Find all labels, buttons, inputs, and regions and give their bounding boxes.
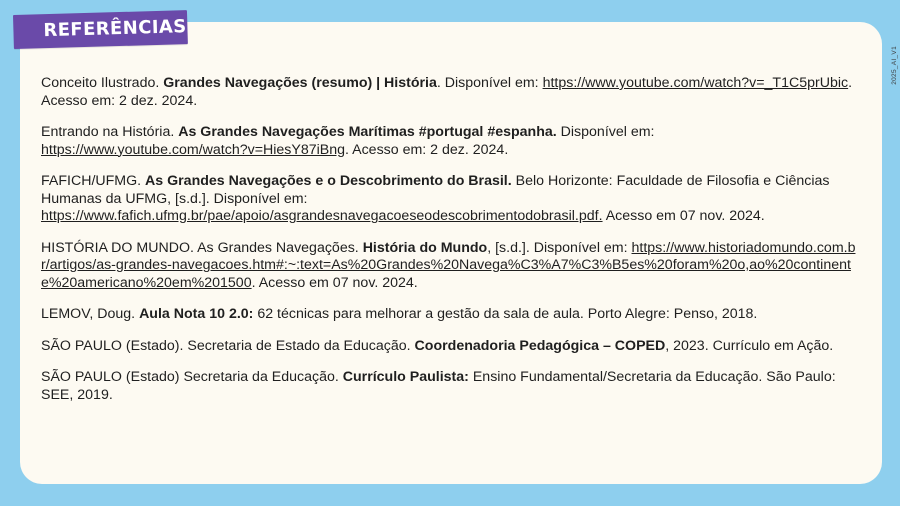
section-title: REFERÊNCIAS <box>43 16 187 42</box>
ref-title: As Grandes Navegações Marítimas #portugal #espanha. <box>178 124 557 140</box>
ref-mid: Ensino Fundamental/Secretaria da Educação. São Paulo: SEE, 2019. <box>41 369 836 403</box>
ref-mid: , [s.d.]. Disponível em: <box>487 239 632 256</box>
reference-item <box>41 75 863 110</box>
reference-item <box>41 369 863 404</box>
ref-suffix: . Acesso em: 2 dez. 2024. <box>345 141 509 158</box>
ref-title: Grandes Navegações (resumo) | História <box>163 75 437 91</box>
ref-mid: . Disponível em: <box>436 75 543 91</box>
document-code: 2025_AI_V1 <box>891 46 898 85</box>
reference-item <box>41 124 863 159</box>
ref-prefix: SÃO PAULO (Estado) Secretaria da Educação. <box>41 369 343 385</box>
ref-prefix: Entrando na História. <box>41 124 179 140</box>
ref-prefix: LEMOV, Doug. <box>41 306 140 322</box>
ref-title: História do Mundo <box>362 239 488 256</box>
ref-title: Aula Nota 10 2.0: <box>139 306 254 322</box>
ref-title: Coordenadoria Pedagógica – COPED <box>414 337 666 354</box>
ref-mid: , 2023. Currículo em Ação. <box>665 337 834 354</box>
ref-mid: Disponível em: <box>556 124 655 140</box>
ref-mid: Belo Horizonte: Faculdade de Filosofia e Ciências Humanas da UFMG, [s.d.]. Disponível em: <box>41 173 830 207</box>
reference-list <box>41 75 863 418</box>
ref-mid: 62 técnicas para melhorar a gestão da sala de aula. Porto Alegre: Penso, 2018. <box>253 306 758 322</box>
ref-prefix: Conceito Ilustrado. <box>41 75 164 91</box>
ref-link[interactable]: https://www.youtube.com/watch?v=HiesY87iBng <box>41 141 346 158</box>
ref-prefix: HISTÓRIA DO MUNDO. As Grandes Navegações. <box>41 239 363 256</box>
ref-link[interactable]: https://www.historiadomundo.com.br/artigos/as-grandes-navegacoes.htm#:~:text=As%20Grandes%20Navega%C3%A7%C3%B5es%20foram%20o,ao%20continente%20americano%20em%201500 <box>41 239 856 291</box>
reference-item <box>41 338 863 356</box>
ref-suffix: . Acesso em 07 nov. 2024. <box>251 274 418 291</box>
ref-prefix: SÃO PAULO (Estado). Secretaria de Estado da Educação. <box>41 337 415 354</box>
ref-prefix: FAFICH/UFMG. <box>41 173 146 189</box>
ref-suffix: Acesso em 07 nov. 2024. <box>602 208 765 224</box>
reference-item <box>41 173 863 226</box>
ref-link[interactable]: https://www.youtube.com/watch?v=_T1C5prUbic <box>542 75 849 91</box>
ref-title: Currículo Paulista: <box>342 369 469 385</box>
ref-link[interactable]: https://www.fafich.ufmg.br/pae/apoio/asgrandesnavegacoeseodescobrimentodobrasil.pdf. <box>41 208 603 224</box>
reference-item <box>41 306 863 324</box>
reference-item <box>41 240 863 293</box>
section-title-badge <box>13 10 188 49</box>
ref-suffix: . Acesso em: 2 dez. 2024. <box>41 75 853 109</box>
ref-title: As Grandes Navegações e o Descobrimento do Brasil. <box>145 173 512 189</box>
